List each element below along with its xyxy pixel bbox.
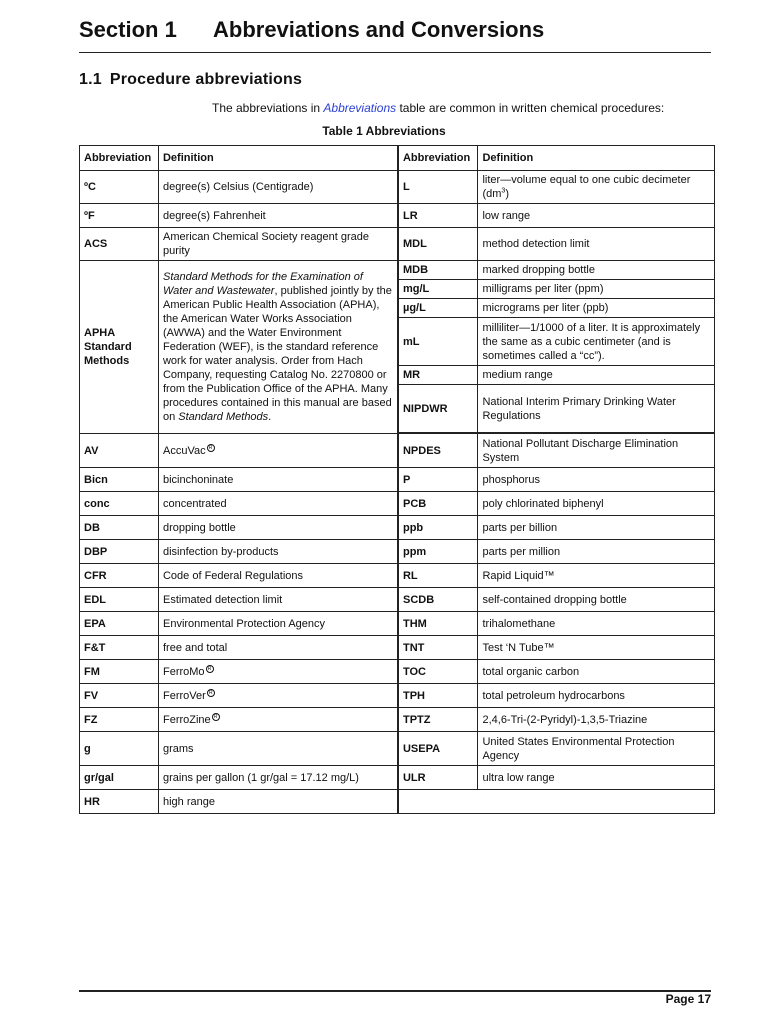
definition-cell: total organic carbon xyxy=(478,660,715,684)
table-row xyxy=(80,684,715,708)
abbr-cell: TPTZ xyxy=(398,708,478,732)
table-header-row xyxy=(80,146,715,171)
abbr-cell: FV xyxy=(80,684,159,708)
abbreviations-table-link[interactable]: Abbreviations xyxy=(323,101,397,115)
definition-cell: disinfection by-products xyxy=(158,540,398,564)
registered-mark-icon: R xyxy=(212,713,220,721)
abbr-cell: P xyxy=(398,468,478,492)
table-row xyxy=(80,171,715,204)
column-header-abbreviation: Abbreviation xyxy=(398,146,478,171)
abbr-cell: L xyxy=(398,171,478,204)
abbr-cell: TPH xyxy=(398,684,478,708)
definition-text-end: ) xyxy=(505,188,509,200)
definition-cell: grains per gallon (1 gr/gal = 17.12 mg/L) xyxy=(158,766,398,790)
abbr-cell: conc xyxy=(80,492,159,516)
registered-mark-icon: R xyxy=(207,444,215,452)
definition-cell: ultra low range xyxy=(478,766,715,790)
abbr-cell: FZ xyxy=(80,708,159,732)
table-row xyxy=(80,492,715,516)
table-row xyxy=(80,228,715,261)
definition-cell: National Pollutant Discharge Elimination System xyxy=(478,434,715,468)
definition-text-end: . xyxy=(268,411,272,423)
definition-cell: Estimated detection limit xyxy=(158,588,398,612)
abbr-cell: THM xyxy=(398,612,478,636)
abbr-cell: EPA xyxy=(80,612,159,636)
superscript: 3 xyxy=(501,187,506,195)
definition-cell: Rapid Liquid™ xyxy=(478,564,715,588)
column-header-definition: Definition xyxy=(158,146,398,171)
definition-cell: milliliter—1/1000 of a liter. It is approximately the same as a cubic centimeter (and is sometimes called a “cc”). xyxy=(478,318,715,366)
abbr-cell: RL xyxy=(398,564,478,588)
abbr-cell: NPDES xyxy=(398,434,478,468)
definition-cell xyxy=(158,708,398,732)
definition-cell xyxy=(158,261,398,434)
table-row xyxy=(80,636,715,660)
definition-cell: free and total xyxy=(158,636,398,660)
abbr-cell: ppm xyxy=(398,540,478,564)
page-header xyxy=(79,16,711,53)
publication-title: Standard Methods for the Examination of Water and Wastewater xyxy=(162,271,363,297)
abbr-cell: Bicn xyxy=(80,468,159,492)
abbr-cell: mL xyxy=(398,318,478,366)
table-row xyxy=(80,261,715,280)
abbr-cell: HR xyxy=(80,790,159,814)
definition-cell: dropping bottle xyxy=(158,516,398,540)
registered-mark-icon: R xyxy=(207,689,215,697)
definition-cell: United States Environmental Protection Agency xyxy=(478,732,715,766)
definition-cell xyxy=(478,171,715,204)
intro-text-end: table are common in written chemical procedures: xyxy=(396,101,665,115)
abbr-cell: µg/L xyxy=(398,299,478,318)
definition-cell: low range xyxy=(478,204,715,228)
abbr-cell: SCDB xyxy=(398,588,478,612)
abbr-cell: APHA Standard Methods xyxy=(80,261,159,434)
definition-cell: Environmental Protection Agency xyxy=(158,612,398,636)
definition-cell xyxy=(158,660,398,684)
definition-cell: American Chemical Society reagent grade purity xyxy=(158,228,398,261)
abbr-cell: mg/L xyxy=(398,280,478,299)
empty-cell xyxy=(398,790,715,814)
definition-cell: Code of Federal Regulations xyxy=(158,564,398,588)
abbr-cell: LR xyxy=(398,204,478,228)
table-caption: Table 1 Abbreviations xyxy=(322,124,446,138)
table-row xyxy=(80,766,715,790)
definition-cell: Test ‘N Tube™ xyxy=(478,636,715,660)
definition-cell: milligrams per liter (ppm) xyxy=(478,280,715,299)
abbr-cell: ºC xyxy=(80,171,159,204)
registered-mark-icon: R xyxy=(206,665,214,673)
abbr-cell: F&T xyxy=(80,636,159,660)
table-row xyxy=(80,564,715,588)
abbr-cell: USEPA xyxy=(398,732,478,766)
table-row xyxy=(80,708,715,732)
abbr-cell: ACS xyxy=(80,228,159,261)
abbr-cell: DB xyxy=(80,516,159,540)
definition-text: FerroZine xyxy=(162,713,211,726)
abbr-cell: ºF xyxy=(80,204,159,228)
definition-cell: National Interim Primary Drinking Water Regulations xyxy=(478,385,715,433)
definition-cell: 2,4,6-Tri-(2-Pyridyl)-1,3,5-Triazine xyxy=(478,708,715,732)
definition-cell: total petroleum hydrocarbons xyxy=(478,684,715,708)
abbr-cell: ULR xyxy=(398,766,478,790)
abbr-cell: gr/gal xyxy=(80,766,159,790)
definition-cell: phosphorus xyxy=(478,468,715,492)
table-row xyxy=(80,612,715,636)
definition-cell: marked dropping bottle xyxy=(478,261,715,280)
subsection-heading xyxy=(79,71,302,89)
abbr-cell: AV xyxy=(80,434,159,468)
abbr-cell: TNT xyxy=(398,636,478,660)
definition-text: liter—volume equal to one cubic decimeter (dm xyxy=(482,174,691,200)
abbr-cell: MR xyxy=(398,366,478,385)
table-row xyxy=(80,204,715,228)
definition-cell: trihalomethane xyxy=(478,612,715,636)
definition-cell: bicinchoninate xyxy=(158,468,398,492)
table-row xyxy=(80,516,715,540)
abbr-cell: MDB xyxy=(398,261,478,280)
definition-cell: degree(s) Fahrenheit xyxy=(158,204,398,228)
intro-text-start: The abbreviations in xyxy=(212,101,324,115)
table-row xyxy=(80,588,715,612)
table-row xyxy=(80,660,715,684)
publication-title: Standard Methods xyxy=(178,411,269,423)
table-row xyxy=(80,790,715,814)
subsection-title: Procedure abbreviations xyxy=(109,71,303,88)
definition-cell: concentrated xyxy=(158,492,398,516)
definition-cell: degree(s) Celsius (Centigrade) xyxy=(158,171,398,204)
abbr-cell: CFR xyxy=(80,564,159,588)
definition-text: AccuVac xyxy=(162,444,206,457)
abbreviations-table xyxy=(79,145,715,814)
definition-text: FerroVer xyxy=(162,689,206,702)
definition-cell: grams xyxy=(158,732,398,766)
column-header-abbreviation: Abbreviation xyxy=(80,146,159,171)
definition-cell: high range xyxy=(158,790,398,814)
abbr-cell: NIPDWR xyxy=(398,385,478,433)
abbr-cell: EDL xyxy=(80,588,159,612)
abbr-cell: ppb xyxy=(398,516,478,540)
definition-cell: micrograms per liter (ppb) xyxy=(478,299,715,318)
abbr-cell: DBP xyxy=(80,540,159,564)
abbr-cell: g xyxy=(80,732,159,766)
definition-cell xyxy=(158,434,398,468)
definition-cell: parts per million xyxy=(478,540,715,564)
definition-text: , published jointly by the American Public Health Association (APHA), the American Water Works Association (AWWA) and the Water Environment Federation (WEF), is the standard reference work for water analysis. Order from Hach Company, requesting Catalog No. 2270800 or from the Publication Office of the APHA. Many procedures contained in this manual are based on xyxy=(162,285,392,423)
table-row xyxy=(80,540,715,564)
definition-cell: method detection limit xyxy=(478,228,715,261)
definition-text: FerroMo xyxy=(162,665,205,678)
table-row xyxy=(80,468,715,492)
definition-cell xyxy=(158,684,398,708)
definition-cell: self-contained dropping bottle xyxy=(478,588,715,612)
definition-cell: poly chlorinated biphenyl xyxy=(478,492,715,516)
abbr-cell: MDL xyxy=(398,228,478,261)
section-number: Section 1 xyxy=(79,17,177,42)
page-number: Page 17 xyxy=(665,992,711,1006)
abbr-cell: PCB xyxy=(398,492,478,516)
abbr-cell: FM xyxy=(80,660,159,684)
column-header-definition: Definition xyxy=(478,146,715,171)
table-row xyxy=(80,732,715,766)
definition-cell: medium range xyxy=(478,366,715,385)
subsection-number: 1.1 xyxy=(79,71,102,88)
section-title: Abbreviations and Conversions xyxy=(213,17,545,42)
definition-cell: parts per billion xyxy=(478,516,715,540)
abbr-cell: TOC xyxy=(398,660,478,684)
table-row xyxy=(80,434,715,468)
intro-paragraph xyxy=(212,101,664,115)
footer-rule xyxy=(79,990,711,992)
